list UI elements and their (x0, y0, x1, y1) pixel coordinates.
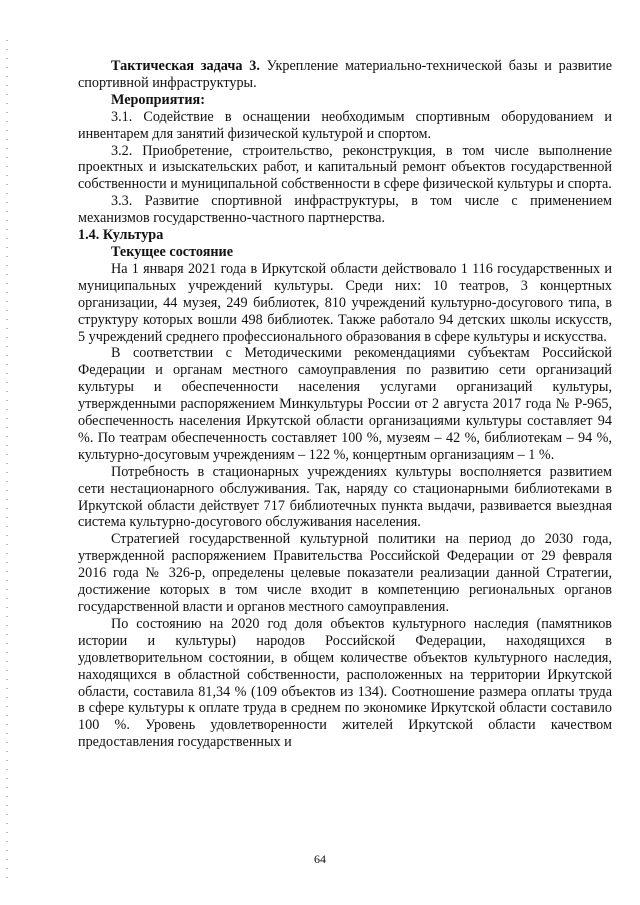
measure-3-2: 3.2. Приобретение, строительство, реконструкция, в том числе выполнение проектных и изыскательских работ, и капитальный ремонт объектов государственной собственности и муниципальной собственности в сфере физической культуры и спорта. (78, 142, 612, 193)
paragraph-heritage: По состоянию на 2020 год доля объектов культурного наследия (памятников истории и культуры) народов Российской Федерации, находящихся в удовлетворительном состоянии, в общем количестве объектов культурного наследия, находящихся в областной собственности, расположенных на территории Иркутской области, составила 81,34 % (109 объектов из 134). Соотношение размера оплаты труда в сфере культуры к оплате труда в среднем по экономике Иркутской области составило 100 %. Уровень удовлетворенности жителей Иркутской области качеством предоставления государственных и (78, 615, 612, 751)
tactical-task-label: Тактическая задача 3. (111, 58, 260, 74)
section-heading-culture: 1.4. Культура (78, 227, 164, 244)
tactical-task-text: Укрепление материально-технической базы и развитие спортивной инфраструктуры. (78, 58, 612, 91)
measures-heading: Мероприятия: (111, 91, 205, 108)
subsection-heading-current-state: Текущее состояние (111, 243, 234, 260)
paragraph-mobile-service: Потребность в стационарных учреждениях культуры восполняется развитием сети нестационарного обслуживания. Так, наряду со стационарными библиотеками в Иркутской области действует 717 библиотечных пункта выдачи, развивается выездная система культурно-досугового обслуживания населения. (78, 463, 612, 531)
measure-3-1: 3.1. Содействие в оснащении необходимым спортивным оборудованием и инвентарем для занятий физической культурой и спортом. (78, 108, 612, 142)
paragraph-institutions: На 1 января 2021 года в Иркутской области действовало 1 116 государственных и муниципальных учреждений культуры. Среди них: 10 театров, 3 концертных организации, 44 музея, 249 библиотек, 810 учреждений культурно-досугового типа, в структуру которых вошли 498 библиотек. Также работало 94 детских школы искусств, 5 учреждений среднего профессионального образования в сфере культуры и искусства. (78, 260, 612, 345)
tactical-task-paragraph (78, 58, 612, 92)
paragraph-strategy: Стратегией государственной культурной политики на период до 2030 года, утвержденной распоряжением Правительства Российской Федерации от 29 февраля 2016 года № 326-р, определены целевые показатели реализации данной Стратегии, достижение которых в том числе входит в компетенцию региональных органов государственной власти и органов местного самоуправления. (78, 531, 612, 615)
page-number: 64 (314, 852, 326, 866)
paragraph-recommendations: В соответствии с Методическими рекомендациями субъектам Российской Федерации и органам местного самоуправления по развитию сети организаций культуры и обеспеченности населения услугами организаций культуры, утвержденными распоряжением Минкультуры России от 2 августа 2017 года № Р-965, обеспеченность населения Иркутской области организациями культуры составляет 94 %. По театрам обеспеченность составляет 100 %, музеям – 42 %, библиотекам – 94 %, культурно-досуговым учреждениям – 122 %, концертным организациям – 1 %. (78, 345, 612, 463)
document-page (78, 58, 612, 751)
measure-3-3: 3.3. Развитие спортивной инфраструктуры, в том числе с применением механизмов государственно-частного партнерства. (78, 193, 612, 227)
binding-margin-dots (6, 40, 8, 880)
